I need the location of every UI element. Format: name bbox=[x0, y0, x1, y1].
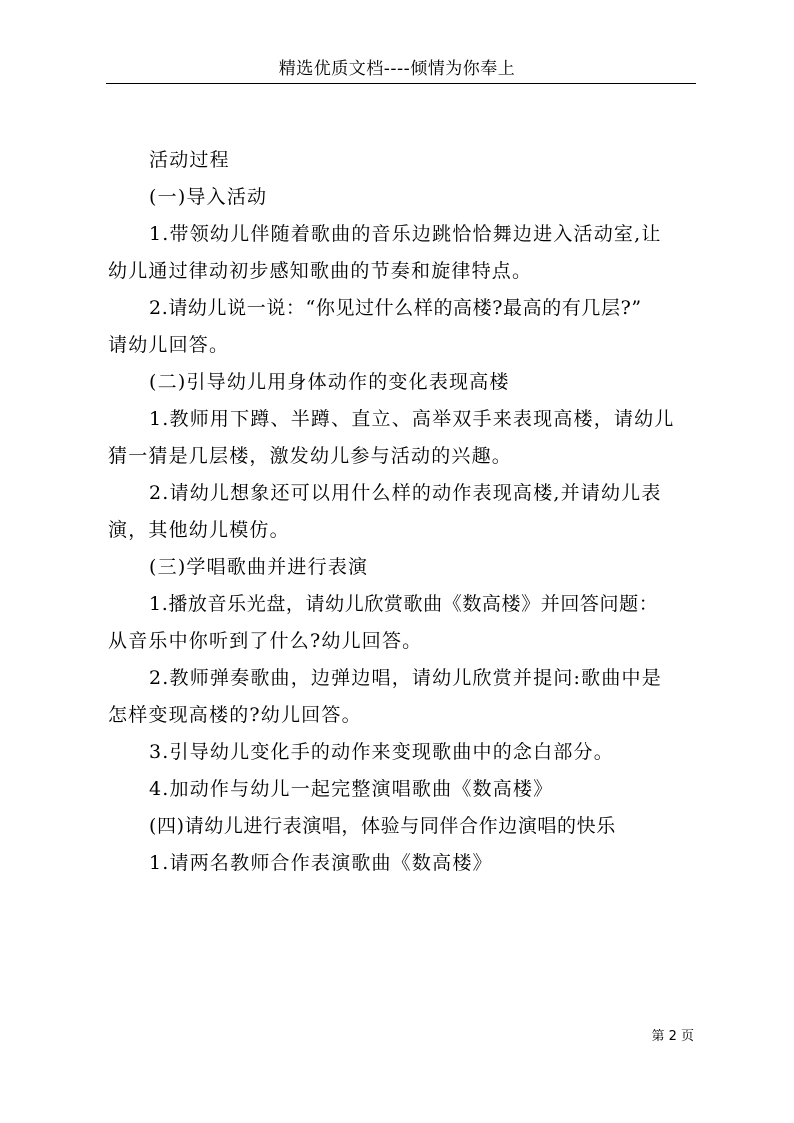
document-body bbox=[108, 142, 698, 882]
paragraph-line: (二)引导幼儿用身体动作的变化表现高楼 bbox=[149, 371, 510, 393]
paragraph-line: 幼儿通过律动初步感知歌曲的节奏和旋律特点。 bbox=[108, 260, 533, 282]
paragraph-line: 1.带领幼儿伴随着歌曲的音乐边跳恰恰舞边进入活动室,让 bbox=[149, 223, 662, 245]
paragraph-line: 1.请两名教师合作表演歌曲《数高楼》 bbox=[149, 852, 493, 874]
paragraph-line: 演，其他幼儿模仿。 bbox=[108, 519, 290, 541]
page-number: 第 2 页 bbox=[651, 1029, 694, 1044]
paragraph-line: (四)请幼儿进行表演唱，体验与同伴合作边演唱的快乐 bbox=[149, 815, 616, 837]
paragraph-line: 1.教师用下蹲、半蹲、直立、高举双手来表现高楼，请幼儿 bbox=[149, 408, 675, 430]
header-divider bbox=[106, 83, 696, 84]
paragraph-line: 3.引导幼儿变化手的动作来变现歌曲中的念白部分。 bbox=[149, 741, 614, 763]
paragraph-line: 从音乐中你听到了什么?幼儿回答。 bbox=[108, 630, 423, 652]
paragraph-line: 1.播放音乐光盘，请幼儿欣赏歌曲《数高楼》并回答问题： bbox=[149, 593, 659, 615]
paragraph-line: (一)导入活动 bbox=[149, 186, 268, 208]
paragraph-line: 2.请幼儿想象还可以用什么样的动作表现高楼,并请幼儿表 bbox=[149, 482, 662, 504]
paragraph-line: (三)学唱歌曲并进行表演 bbox=[149, 556, 369, 578]
paragraph-line: 活动过程 bbox=[149, 149, 230, 171]
paragraph-line: 2.教师弹奏歌曲，边弹边唱，请幼儿欣赏并提问:歌曲中是 bbox=[149, 667, 662, 689]
paragraph-line: 猜一猜是几层楼，激发幼儿参与活动的兴趣。 bbox=[108, 445, 513, 467]
page-header: 精选优质文档----倾情为你奉上 bbox=[278, 59, 516, 79]
paragraph-line: 怎样变现高楼的?幼儿回答。 bbox=[108, 704, 362, 726]
paragraph-line: 4.加动作与幼儿一起完整演唱歌曲《数高楼》 bbox=[149, 778, 554, 800]
paragraph-line: 2.请幼儿说一说：“你见过什么样的高楼?最高的有几层?” bbox=[149, 297, 642, 319]
paragraph-line: 请幼儿回答。 bbox=[108, 334, 230, 356]
